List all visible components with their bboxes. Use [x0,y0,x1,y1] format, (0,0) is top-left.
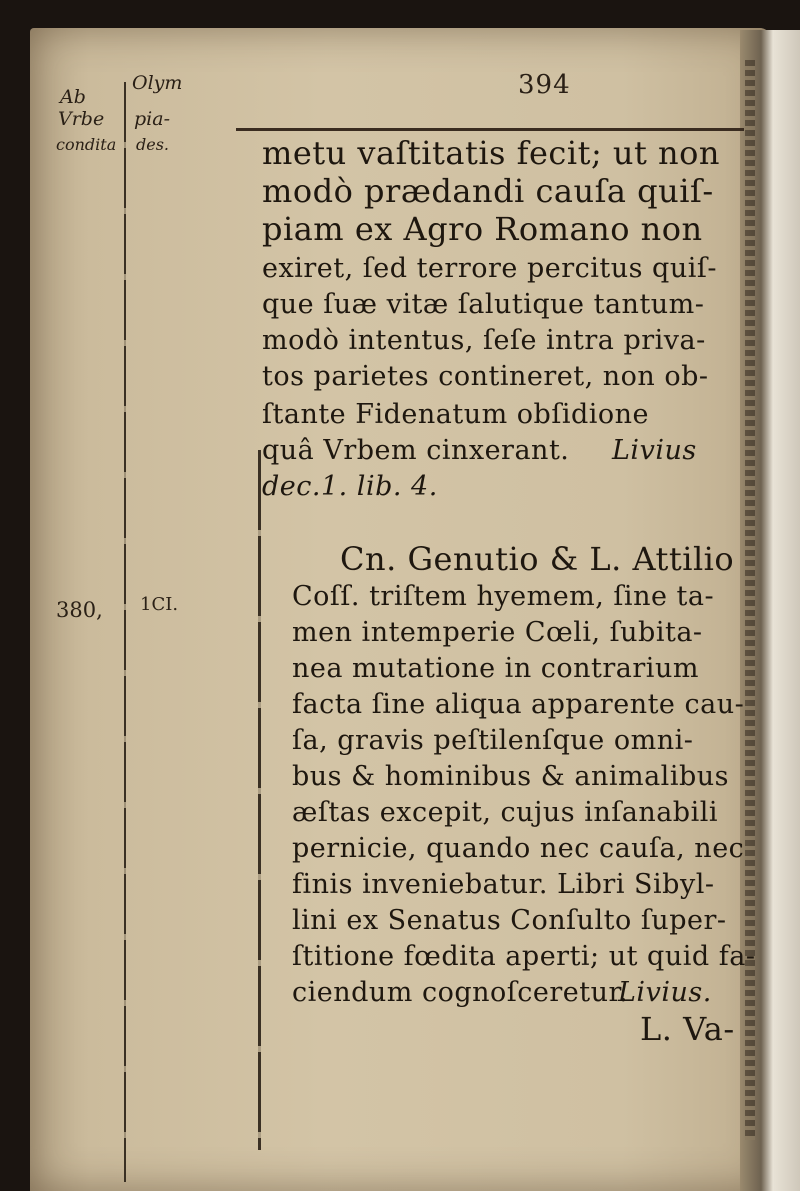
text-line: men intemperie Cœli, ſubita- [292,617,703,648]
text-line: Cn. Genutio & L. Attilio [340,540,735,578]
catchword: L. Va- [640,1010,735,1048]
margin-header-olym: Olym [132,72,183,94]
text-line: exiret, ſed terrore percitus quiſ- [262,253,717,284]
margin-header-ab: Ab [60,86,86,108]
text-line: finis inveniebatur. Libri Sibyl- [292,869,715,900]
text-line: ſtante Fidenatum obſidione [262,399,649,430]
text-line: metu vaſtitatis fecit; ut non [262,134,721,172]
text-line: ſa, gravis peſtilenſque omni- [292,725,694,756]
text-line: æſtas excepit, cujus inſanabili [292,797,718,828]
citation-author-2: Livius. [618,977,712,1008]
margin-header-condita: condita [56,135,117,154]
text-line: ciendum cognoſceretur. [292,977,629,1008]
citation-reference: dec.1. lib. 4. [262,471,438,502]
text-line: modò prædandi cauſa quiſ- [262,172,714,210]
margin-header-urbe: Vrbe [58,108,105,130]
marginal-olympiad-number: 1CI. [140,594,179,615]
text-line: ſtitione fœdita aperti; ut quid fa- [292,941,756,972]
text-line: Coſſ. triſtem hyemem, ſine ta- [292,581,715,612]
text-line: piam ex Agro Romano non [262,210,703,248]
citation-author: Livius [612,435,697,466]
text-line: tos parietes contineret, non ob- [262,361,709,392]
page-number: 394 [518,70,571,100]
text-line: pernicie, quando nec cauſa, nec [292,833,745,864]
text-line: bus & hominibus & animalibus [292,761,729,792]
text-line: nea mutatione in contrarium [292,653,699,684]
margin-header-piar: pia- [134,108,170,130]
text-line: facta ſine aliqua apparente cau- [292,689,745,720]
text-line: modò intentus, ſeſe intra priva- [262,325,706,356]
margin-header-des: des. [136,135,170,154]
text-line: lini ex Senatus Conſulto ſuper- [292,905,727,936]
text-line: quâ Vrbem cinxerant. [262,435,570,466]
marginal-year-number: 380, [56,598,103,622]
text-line: que ſuæ vitæ ſalutique tantum- [262,289,705,320]
